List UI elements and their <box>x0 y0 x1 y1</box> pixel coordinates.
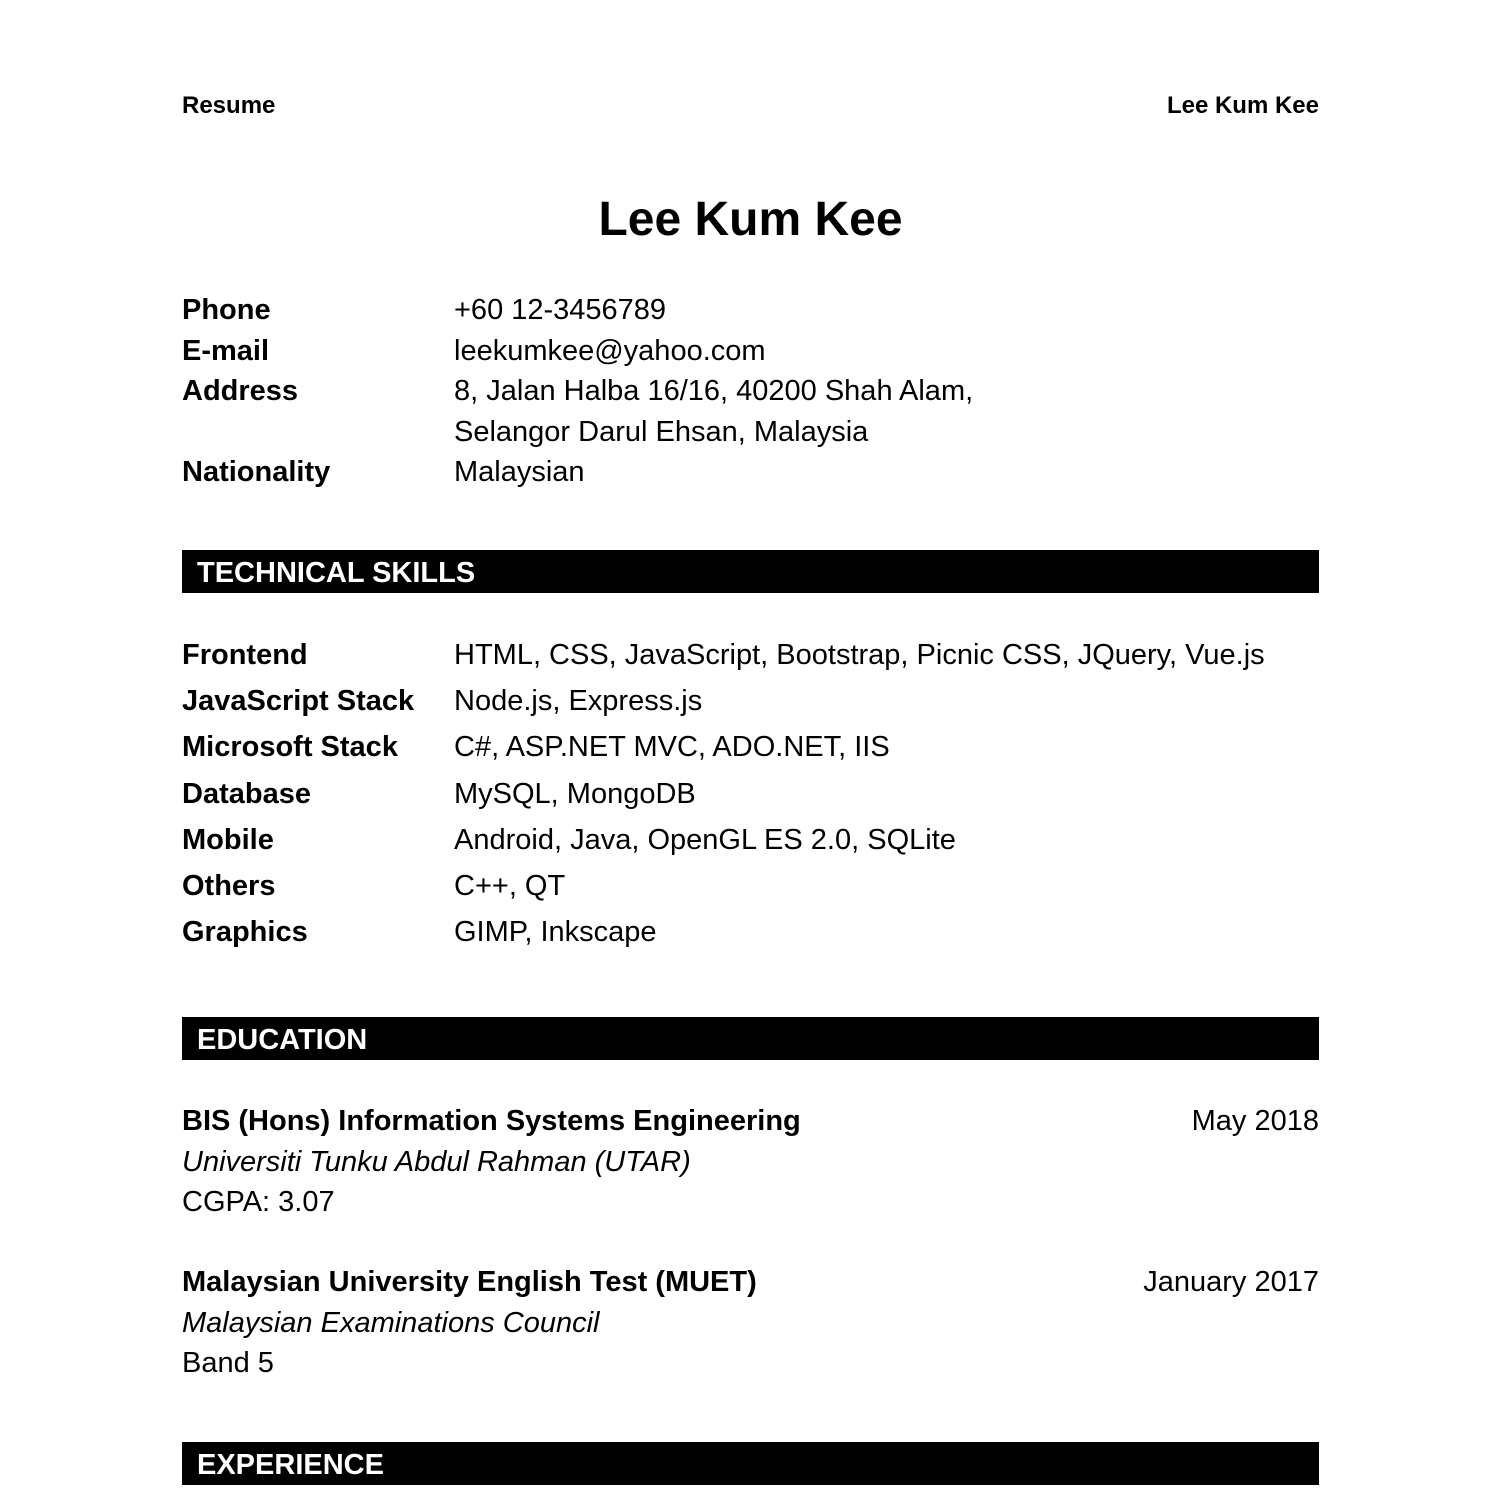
contact-value: 8, Jalan Halba 16/16, 40200 Shah Alam, <box>454 375 974 407</box>
education-date: May 2018 <box>1191 1105 1319 1137</box>
contact-value: Malaysian <box>454 456 585 488</box>
section-heading-technical-skills: TECHNICAL SKILLS <box>182 550 1319 593</box>
skill-label: JavaScript Stack <box>182 685 415 718</box>
skill-value: Node.js, Express.js <box>454 685 703 718</box>
contact-row-email <box>182 331 1319 372</box>
header-right-label: Lee Kum Kee <box>1166 92 1319 119</box>
skill-value: MySQL, MongoDB <box>454 777 696 810</box>
resume-page <box>182 0 1319 1500</box>
skill-row <box>182 863 1319 909</box>
skill-row <box>182 909 1319 955</box>
education-entry <box>182 1101 1319 1223</box>
contact-row-address <box>182 371 1319 412</box>
skill-row <box>182 724 1319 770</box>
skill-value: C++, QT <box>454 870 566 903</box>
contact-value: +60 12-3456789 <box>454 294 667 326</box>
section-heading-experience: EXPERIENCE <box>182 1442 1319 1485</box>
education-date: January 2017 <box>1143 1266 1319 1298</box>
header-left-label: Resume <box>182 92 276 119</box>
skill-row <box>182 678 1319 724</box>
contact-label: Address <box>182 375 299 407</box>
skill-value: HTML, CSS, JavaScript, Bootstrap, Picnic CSS, JQuery, Vue.js <box>454 639 1265 671</box>
education-institution: Malaysian Examinations Council <box>182 1306 600 1339</box>
contact-label: Nationality <box>182 456 331 488</box>
education-institution: Universiti Tunku Abdul Rahman (UTAR) <box>182 1145 691 1178</box>
skill-row <box>182 771 1319 817</box>
education-entry-header <box>182 1262 1319 1303</box>
skill-value: C#, ASP.NET MVC, ADO.NET, IIS <box>454 731 890 764</box>
education-entry-header <box>182 1101 1319 1142</box>
skill-value: Android, Java, OpenGL ES 2.0, SQLite <box>454 823 956 856</box>
running-header <box>182 92 1319 120</box>
skill-row <box>182 632 1319 678</box>
contact-row-phone <box>182 290 1319 331</box>
skill-label: Mobile <box>182 823 274 856</box>
contact-value: Selangor Darul Ehsan, Malaysia <box>454 415 869 448</box>
contact-label: E-mail <box>182 334 270 367</box>
skill-label: Frontend <box>182 639 308 671</box>
education-detail: Band 5 <box>182 1347 274 1379</box>
contact-row-nationality <box>182 452 1319 493</box>
education-degree: Malaysian University English Test (MUET) <box>182 1266 757 1298</box>
section-heading-education: EDUCATION <box>182 1017 1319 1060</box>
contact-row-address-line2 <box>182 412 1319 453</box>
skill-label: Microsoft Stack <box>182 731 398 764</box>
education-degree: BIS (Hons) Information Systems Engineering <box>182 1105 801 1137</box>
skill-value: GIMP, Inkscape <box>454 916 657 949</box>
page-title: Lee Kum Kee <box>598 193 903 246</box>
skill-label: Graphics <box>182 916 308 949</box>
skill-row <box>182 817 1319 863</box>
contact-value: leekumkee@yahoo.com <box>454 334 766 367</box>
contact-label: Phone <box>182 294 271 326</box>
skill-label: Database <box>182 777 311 810</box>
education-entry <box>182 1262 1319 1384</box>
skills-block <box>182 632 1319 955</box>
skill-label: Others <box>182 870 276 903</box>
contact-block <box>182 290 1319 493</box>
contact-label <box>182 412 454 453</box>
education-detail: CGPA: 3.07 <box>182 1186 335 1218</box>
